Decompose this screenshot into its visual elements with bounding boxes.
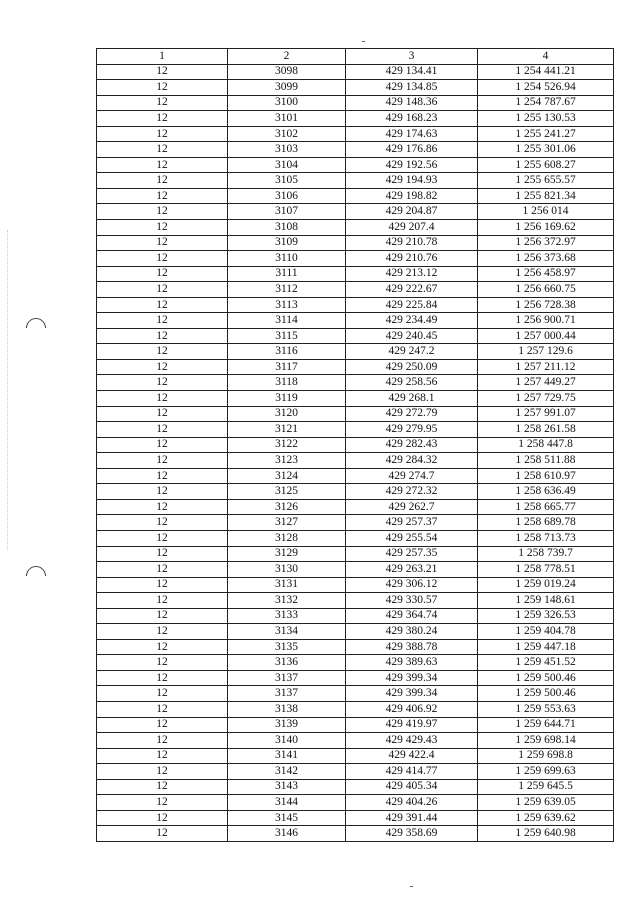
cell-coordinate-y: 1 258 713.73 bbox=[478, 530, 614, 546]
table-row bbox=[97, 359, 614, 375]
cell-coordinate-x: 429 257.35 bbox=[346, 546, 478, 562]
cell-point-number: 3098 bbox=[228, 64, 346, 80]
cell-group: 12 bbox=[97, 359, 228, 375]
cell-point-number: 3123 bbox=[228, 453, 346, 469]
cell-coordinate-y: 1 257 211.12 bbox=[478, 359, 614, 375]
cell-point-number: 3102 bbox=[228, 126, 346, 142]
binding-hole-mark-bottom bbox=[22, 562, 50, 590]
table-row bbox=[97, 297, 614, 313]
cell-group: 12 bbox=[97, 406, 228, 422]
cell-coordinate-x: 429 272.32 bbox=[346, 484, 478, 500]
cell-coordinate-x: 429 306.12 bbox=[346, 577, 478, 593]
cell-coordinate-y: 1 255 821.34 bbox=[478, 188, 614, 204]
table-row bbox=[97, 764, 614, 780]
cell-coordinate-y: 1 258 610.97 bbox=[478, 468, 614, 484]
cell-coordinate-x: 429 282.43 bbox=[346, 437, 478, 453]
cell-group: 12 bbox=[97, 328, 228, 344]
cell-coordinate-x: 429 263.21 bbox=[346, 562, 478, 578]
scan-speck-bottom bbox=[410, 886, 413, 887]
cell-point-number: 3135 bbox=[228, 639, 346, 655]
column-header-4: 4 bbox=[478, 49, 614, 65]
cell-coordinate-y: 1 259 500.46 bbox=[478, 686, 614, 702]
cell-group: 12 bbox=[97, 282, 228, 298]
cell-coordinate-y: 1 255 241.27 bbox=[478, 126, 614, 142]
cell-coordinate-x: 429 429.43 bbox=[346, 733, 478, 749]
table-row bbox=[97, 235, 614, 251]
cell-group: 12 bbox=[97, 779, 228, 795]
column-header-2: 2 bbox=[228, 49, 346, 65]
table-row bbox=[97, 344, 614, 360]
table-row bbox=[97, 313, 614, 329]
cell-point-number: 3124 bbox=[228, 468, 346, 484]
cell-group: 12 bbox=[97, 733, 228, 749]
cell-group: 12 bbox=[97, 126, 228, 142]
cell-group: 12 bbox=[97, 235, 228, 251]
table-row bbox=[97, 453, 614, 469]
cell-point-number: 3103 bbox=[228, 142, 346, 158]
table-row bbox=[97, 670, 614, 686]
cell-point-number: 3125 bbox=[228, 484, 346, 500]
cell-group: 12 bbox=[97, 251, 228, 267]
cell-group: 12 bbox=[97, 810, 228, 826]
cell-coordinate-y: 1 257 991.07 bbox=[478, 406, 614, 422]
cell-coordinate-y: 1 255 655.57 bbox=[478, 173, 614, 189]
cell-coordinate-y: 1 259 644.71 bbox=[478, 717, 614, 733]
cell-coordinate-x: 429 222.67 bbox=[346, 282, 478, 298]
cell-group: 12 bbox=[97, 453, 228, 469]
cell-group: 12 bbox=[97, 639, 228, 655]
cell-coordinate-y: 1 259 699.63 bbox=[478, 764, 614, 780]
cell-coordinate-y: 1 256 660.75 bbox=[478, 282, 614, 298]
table-header bbox=[97, 49, 614, 65]
cell-coordinate-x: 429 406.92 bbox=[346, 701, 478, 717]
cell-coordinate-y: 1 259 553.63 bbox=[478, 701, 614, 717]
table-row bbox=[97, 499, 614, 515]
cell-group: 12 bbox=[97, 499, 228, 515]
cell-coordinate-y: 1 256 728.38 bbox=[478, 297, 614, 313]
table-row bbox=[97, 282, 614, 298]
cell-group: 12 bbox=[97, 142, 228, 158]
table-row bbox=[97, 779, 614, 795]
cell-group: 12 bbox=[97, 717, 228, 733]
cell-group: 12 bbox=[97, 655, 228, 671]
cell-coordinate-x: 429 391.44 bbox=[346, 810, 478, 826]
cell-coordinate-y: 1 259 500.46 bbox=[478, 670, 614, 686]
cell-group: 12 bbox=[97, 64, 228, 80]
cell-group: 12 bbox=[97, 344, 228, 360]
cell-point-number: 3130 bbox=[228, 562, 346, 578]
table-row bbox=[97, 639, 614, 655]
cell-coordinate-y: 1 258 261.58 bbox=[478, 422, 614, 438]
cell-coordinate-x: 429 389.63 bbox=[346, 655, 478, 671]
cell-coordinate-y: 1 256 458.97 bbox=[478, 266, 614, 282]
table-row bbox=[97, 126, 614, 142]
table-row bbox=[97, 562, 614, 578]
cell-coordinate-y: 1 258 739.7 bbox=[478, 546, 614, 562]
table-row bbox=[97, 328, 614, 344]
cell-point-number: 3128 bbox=[228, 530, 346, 546]
cell-point-number: 3119 bbox=[228, 391, 346, 407]
cell-group: 12 bbox=[97, 220, 228, 236]
table-row bbox=[97, 251, 614, 267]
cell-coordinate-x: 429 422.4 bbox=[346, 748, 478, 764]
cell-coordinate-x: 429 419.97 bbox=[346, 717, 478, 733]
table-row bbox=[97, 733, 614, 749]
cell-point-number: 3144 bbox=[228, 795, 346, 811]
cell-coordinate-x: 429 234.49 bbox=[346, 313, 478, 329]
cell-point-number: 3117 bbox=[228, 359, 346, 375]
cell-group: 12 bbox=[97, 795, 228, 811]
column-header-1: 1 bbox=[97, 49, 228, 65]
cell-point-number: 3104 bbox=[228, 157, 346, 173]
cell-coordinate-x: 429 257.37 bbox=[346, 515, 478, 531]
cell-point-number: 3145 bbox=[228, 810, 346, 826]
cell-group: 12 bbox=[97, 515, 228, 531]
table-row bbox=[97, 391, 614, 407]
cell-point-number: 3118 bbox=[228, 375, 346, 391]
table-row bbox=[97, 748, 614, 764]
cell-coordinate-y: 1 255 608.27 bbox=[478, 157, 614, 173]
cell-coordinate-x: 429 207.4 bbox=[346, 220, 478, 236]
cell-coordinate-y: 1 256 373.68 bbox=[478, 251, 614, 267]
cell-point-number: 3101 bbox=[228, 111, 346, 127]
cell-coordinate-y: 1 256 169.62 bbox=[478, 220, 614, 236]
table-row bbox=[97, 484, 614, 500]
cell-point-number: 3121 bbox=[228, 422, 346, 438]
cell-coordinate-x: 429 274.7 bbox=[346, 468, 478, 484]
table-row bbox=[97, 826, 614, 842]
table-row bbox=[97, 593, 614, 609]
cell-group: 12 bbox=[97, 468, 228, 484]
cell-point-number: 3107 bbox=[228, 204, 346, 220]
cell-group: 12 bbox=[97, 173, 228, 189]
table-row bbox=[97, 717, 614, 733]
cell-coordinate-x: 429 204.87 bbox=[346, 204, 478, 220]
cell-group: 12 bbox=[97, 111, 228, 127]
cell-group: 12 bbox=[97, 748, 228, 764]
table-body bbox=[97, 64, 614, 841]
cell-group: 12 bbox=[97, 562, 228, 578]
cell-point-number: 3140 bbox=[228, 733, 346, 749]
cell-coordinate-x: 429 194.93 bbox=[346, 173, 478, 189]
cell-coordinate-x: 429 225.84 bbox=[346, 297, 478, 313]
cell-group: 12 bbox=[97, 266, 228, 282]
cell-coordinate-x: 429 250.09 bbox=[346, 359, 478, 375]
cell-coordinate-x: 429 414.77 bbox=[346, 764, 478, 780]
table-row bbox=[97, 686, 614, 702]
cell-group: 12 bbox=[97, 188, 228, 204]
cell-group: 12 bbox=[97, 157, 228, 173]
cell-coordinate-y: 1 258 778.51 bbox=[478, 562, 614, 578]
table-row bbox=[97, 142, 614, 158]
table-row bbox=[97, 157, 614, 173]
table-row bbox=[97, 515, 614, 531]
cell-point-number: 3137 bbox=[228, 686, 346, 702]
cell-coordinate-x: 429 279.95 bbox=[346, 422, 478, 438]
table-row bbox=[97, 220, 614, 236]
cell-group: 12 bbox=[97, 530, 228, 546]
cell-coordinate-x: 429 168.23 bbox=[346, 111, 478, 127]
cell-coordinate-x: 429 174.63 bbox=[346, 126, 478, 142]
cell-coordinate-y: 1 258 511.88 bbox=[478, 453, 614, 469]
cell-coordinate-y: 1 259 698.14 bbox=[478, 733, 614, 749]
cell-point-number: 3100 bbox=[228, 95, 346, 111]
cell-group: 12 bbox=[97, 437, 228, 453]
cell-coordinate-x: 429 176.86 bbox=[346, 142, 478, 158]
cell-point-number: 3134 bbox=[228, 624, 346, 640]
cell-point-number: 3112 bbox=[228, 282, 346, 298]
cell-point-number: 3115 bbox=[228, 328, 346, 344]
cell-coordinate-x: 429 380.24 bbox=[346, 624, 478, 640]
table-row bbox=[97, 95, 614, 111]
cell-coordinate-y: 1 258 689.78 bbox=[478, 515, 614, 531]
cell-point-number: 3129 bbox=[228, 546, 346, 562]
cell-coordinate-y: 1 257 729.75 bbox=[478, 391, 614, 407]
cell-coordinate-y: 1 259 640.98 bbox=[478, 826, 614, 842]
cell-coordinate-y: 1 259 447.18 bbox=[478, 639, 614, 655]
cell-coordinate-x: 429 210.76 bbox=[346, 251, 478, 267]
cell-group: 12 bbox=[97, 764, 228, 780]
cell-coordinate-y: 1 256 372.97 bbox=[478, 235, 614, 251]
cell-point-number: 3116 bbox=[228, 344, 346, 360]
cell-coordinate-x: 429 247.2 bbox=[346, 344, 478, 360]
cell-coordinate-y: 1 259 451.52 bbox=[478, 655, 614, 671]
cell-group: 12 bbox=[97, 701, 228, 717]
cell-coordinate-x: 429 192.56 bbox=[346, 157, 478, 173]
cell-coordinate-y: 1 259 326.53 bbox=[478, 608, 614, 624]
cell-coordinate-x: 429 272.79 bbox=[346, 406, 478, 422]
cell-group: 12 bbox=[97, 422, 228, 438]
margin-dotted-line bbox=[7, 230, 9, 550]
table-row bbox=[97, 80, 614, 96]
cell-point-number: 3114 bbox=[228, 313, 346, 329]
cell-coordinate-x: 429 210.78 bbox=[346, 235, 478, 251]
cell-group: 12 bbox=[97, 391, 228, 407]
cell-coordinate-x: 429 405.34 bbox=[346, 779, 478, 795]
cell-coordinate-x: 429 255.54 bbox=[346, 530, 478, 546]
table-row bbox=[97, 577, 614, 593]
table-row bbox=[97, 437, 614, 453]
table-row bbox=[97, 422, 614, 438]
cell-point-number: 3099 bbox=[228, 80, 346, 96]
cell-coordinate-y: 1 258 665.77 bbox=[478, 499, 614, 515]
table-header-row bbox=[97, 49, 614, 65]
table-row bbox=[97, 795, 614, 811]
cell-point-number: 3126 bbox=[228, 499, 346, 515]
cell-point-number: 3127 bbox=[228, 515, 346, 531]
cell-coordinate-x: 429 198.82 bbox=[346, 188, 478, 204]
cell-group: 12 bbox=[97, 624, 228, 640]
cell-group: 12 bbox=[97, 670, 228, 686]
table-row bbox=[97, 111, 614, 127]
cell-point-number: 3109 bbox=[228, 235, 346, 251]
table-row bbox=[97, 173, 614, 189]
cell-coordinate-y: 1 259 639.05 bbox=[478, 795, 614, 811]
table-row bbox=[97, 810, 614, 826]
cell-coordinate-x: 429 268.1 bbox=[346, 391, 478, 407]
cell-group: 12 bbox=[97, 826, 228, 842]
cell-group: 12 bbox=[97, 686, 228, 702]
cell-coordinate-x: 429 262.7 bbox=[346, 499, 478, 515]
column-header-3: 3 bbox=[346, 49, 478, 65]
table-row bbox=[97, 655, 614, 671]
cell-coordinate-y: 1 257 129.6 bbox=[478, 344, 614, 360]
cell-coordinate-y: 1 259 639.62 bbox=[478, 810, 614, 826]
cell-point-number: 3106 bbox=[228, 188, 346, 204]
cell-point-number: 3136 bbox=[228, 655, 346, 671]
table-row bbox=[97, 266, 614, 282]
cell-coordinate-x: 429 358.69 bbox=[346, 826, 478, 842]
cell-coordinate-x: 429 213.12 bbox=[346, 266, 478, 282]
cell-point-number: 3122 bbox=[228, 437, 346, 453]
cell-coordinate-x: 429 399.34 bbox=[346, 686, 478, 702]
cell-coordinate-x: 429 399.34 bbox=[346, 670, 478, 686]
cell-coordinate-y: 1 259 148.61 bbox=[478, 593, 614, 609]
table-row bbox=[97, 624, 614, 640]
cell-point-number: 3108 bbox=[228, 220, 346, 236]
cell-point-number: 3105 bbox=[228, 173, 346, 189]
table-row bbox=[97, 530, 614, 546]
cell-point-number: 3110 bbox=[228, 251, 346, 267]
cell-point-number: 3133 bbox=[228, 608, 346, 624]
cell-coordinate-x: 429 330.57 bbox=[346, 593, 478, 609]
cell-coordinate-y: 1 256 900.71 bbox=[478, 313, 614, 329]
cell-coordinate-x: 429 404.26 bbox=[346, 795, 478, 811]
cell-group: 12 bbox=[97, 204, 228, 220]
table-row bbox=[97, 64, 614, 80]
cell-coordinate-y: 1 259 404.78 bbox=[478, 624, 614, 640]
cell-coordinate-y: 1 254 526.94 bbox=[478, 80, 614, 96]
cell-coordinate-x: 429 148.36 bbox=[346, 95, 478, 111]
cell-group: 12 bbox=[97, 297, 228, 313]
cell-coordinate-y: 1 259 698.8 bbox=[478, 748, 614, 764]
cell-group: 12 bbox=[97, 80, 228, 96]
cell-point-number: 3120 bbox=[228, 406, 346, 422]
table-row bbox=[97, 546, 614, 562]
table-row bbox=[97, 406, 614, 422]
cell-group: 12 bbox=[97, 577, 228, 593]
cell-coordinate-y: 1 259 019.24 bbox=[478, 577, 614, 593]
cell-coordinate-y: 1 254 787.67 bbox=[478, 95, 614, 111]
table-row bbox=[97, 608, 614, 624]
cell-coordinate-y: 1 254 441.21 bbox=[478, 64, 614, 80]
cell-coordinate-x: 429 240.45 bbox=[346, 328, 478, 344]
cell-group: 12 bbox=[97, 593, 228, 609]
cell-group: 12 bbox=[97, 546, 228, 562]
cell-group: 12 bbox=[97, 608, 228, 624]
cell-point-number: 3111 bbox=[228, 266, 346, 282]
table-row bbox=[97, 701, 614, 717]
cell-coordinate-y: 1 257 000.44 bbox=[478, 328, 614, 344]
cell-coordinate-y: 1 259 645.5 bbox=[478, 779, 614, 795]
cell-coordinate-y: 1 256 014 bbox=[478, 204, 614, 220]
binding-hole-mark-top bbox=[22, 314, 50, 342]
cell-point-number: 3137 bbox=[228, 670, 346, 686]
cell-point-number: 3142 bbox=[228, 764, 346, 780]
table-row bbox=[97, 468, 614, 484]
cell-coordinate-y: 1 255 130.53 bbox=[478, 111, 614, 127]
cell-point-number: 3139 bbox=[228, 717, 346, 733]
cell-group: 12 bbox=[97, 95, 228, 111]
cell-group: 12 bbox=[97, 484, 228, 500]
cell-coordinate-x: 429 258.56 bbox=[346, 375, 478, 391]
cell-point-number: 3141 bbox=[228, 748, 346, 764]
cell-coordinate-y: 1 257 449.27 bbox=[478, 375, 614, 391]
table-row bbox=[97, 188, 614, 204]
scan-speck-top bbox=[362, 41, 365, 42]
cell-coordinate-x: 429 134.85 bbox=[346, 80, 478, 96]
cell-group: 12 bbox=[97, 375, 228, 391]
cell-coordinate-x: 429 364.74 bbox=[346, 608, 478, 624]
cell-point-number: 3132 bbox=[228, 593, 346, 609]
cell-coordinate-x: 429 284.32 bbox=[346, 453, 478, 469]
cell-point-number: 3138 bbox=[228, 701, 346, 717]
cell-coordinate-x: 429 388.78 bbox=[346, 639, 478, 655]
cell-coordinate-y: 1 258 636.49 bbox=[478, 484, 614, 500]
table-row bbox=[97, 375, 614, 391]
cell-group: 12 bbox=[97, 313, 228, 329]
cell-point-number: 3143 bbox=[228, 779, 346, 795]
table-row bbox=[97, 204, 614, 220]
cell-point-number: 3131 bbox=[228, 577, 346, 593]
cell-point-number: 3146 bbox=[228, 826, 346, 842]
cell-coordinate-y: 1 255 301.06 bbox=[478, 142, 614, 158]
cell-point-number: 3113 bbox=[228, 297, 346, 313]
coordinates-table bbox=[96, 48, 614, 842]
cell-coordinate-x: 429 134.41 bbox=[346, 64, 478, 80]
cell-coordinate-y: 1 258 447.8 bbox=[478, 437, 614, 453]
